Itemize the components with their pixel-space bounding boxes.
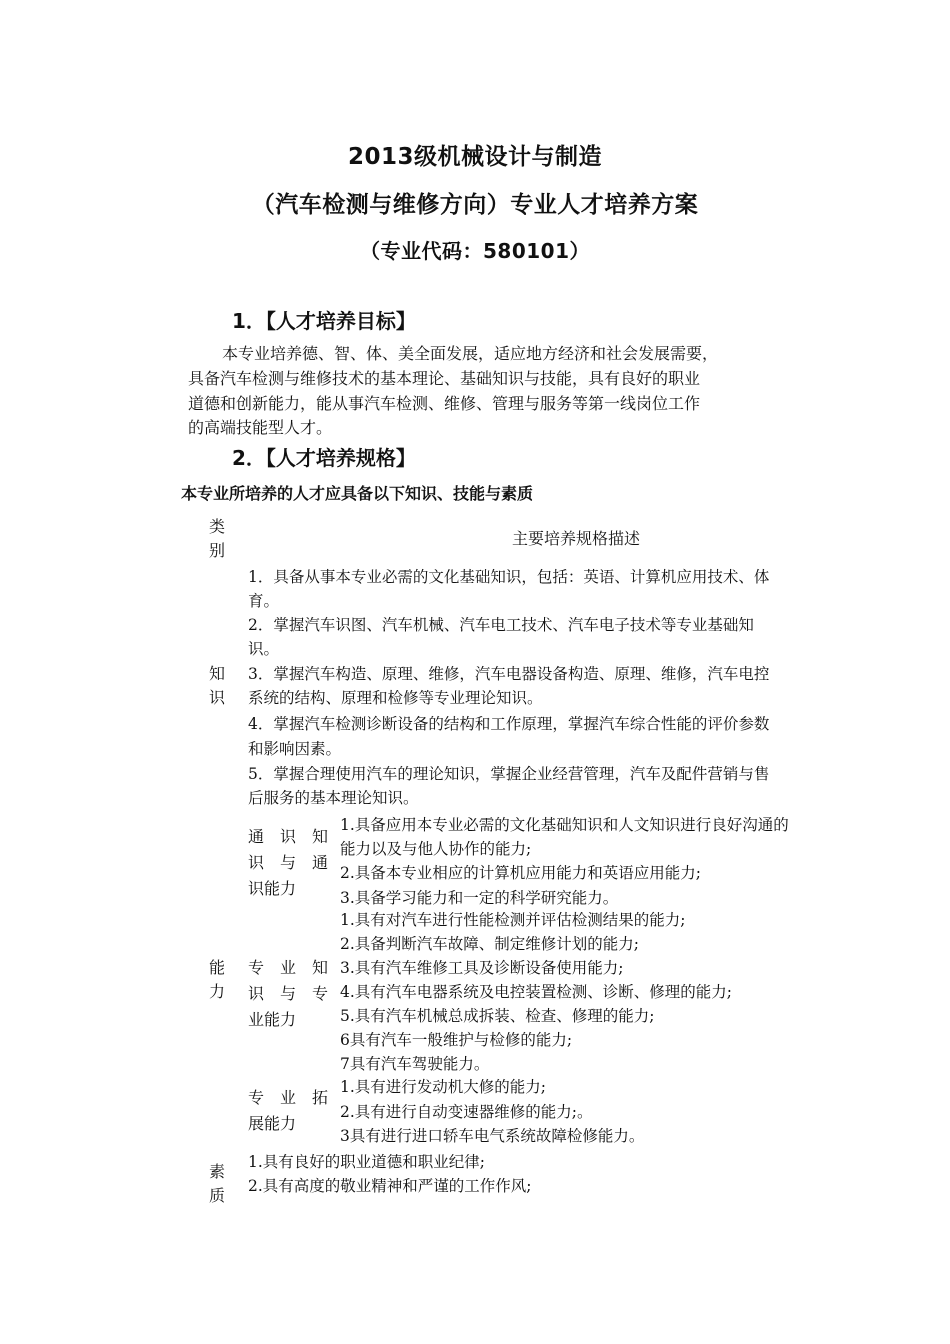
ability-general-line: 1.具备应用本专业必需的文化基础知识和人文知识进行良好沟通的 <box>340 816 789 834</box>
ability-extension-line: 3具有进行进口轿车电气系统故障检修能力。 <box>340 1127 645 1145</box>
section1-paragraph-line: 本专业培养德、智、体、美全面发展，适应地方经济和社会发展需要， <box>222 344 719 363</box>
section1-paragraph-line: 具备汽车检测与维修技术的基本理论、基础知识与技能，具有良好的职业 <box>188 369 701 388</box>
ability-professional-line: 3.具有汽车维修工具及诊断设备使用能力; <box>340 959 624 977</box>
knowledge-line: 和影响因素。 <box>248 740 342 758</box>
ability-extension-line: 2.具有进行自动变速器维修的能力;。 <box>340 1103 593 1121</box>
ability-general-line: 能力以及与他人协作的能力; <box>340 840 532 858</box>
knowledge-line: 2．掌握汽车识图、汽车机械、汽车电工技术、汽车电子技术等专业基础知 <box>248 616 754 634</box>
table-header-category: 类 别 <box>208 517 225 560</box>
category-knowledge: 知 识 <box>208 664 225 707</box>
category-quality: 素 质 <box>208 1162 225 1205</box>
ability-professional-line: 2.具备判断汽车故障、制定维修计划的能力; <box>340 935 640 953</box>
section2-intro: 本专业所培养的人才应具备以下知识、技能与素质 <box>181 484 534 503</box>
document-title-line1: 2013级机械设计与制造 <box>347 144 602 170</box>
ability-professional-line: 1.具有对汽车进行性能检测并评估检测结果的能力; <box>340 911 686 929</box>
quality-line: 2.具有高度的敬业精神和严谨的工作作风; <box>248 1177 532 1195</box>
ability-professional-line: 6具有汽车一般维护与检修的能力; <box>340 1031 573 1049</box>
knowledge-line: 育。 <box>248 592 280 610</box>
knowledge-line: 1．具备从事本专业必需的文化基础知识，包括：英语、计算机应用技术、体 <box>248 568 770 586</box>
knowledge-line: 3．掌握汽车构造、原理、维修，汽车电器设备构造、原理、维修，汽车电控 <box>248 665 770 683</box>
knowledge-line: 识。 <box>248 640 280 658</box>
knowledge-line: 系统的结构、原理和检修等专业理论知识。 <box>248 689 543 707</box>
category-ability: 能 力 <box>208 958 225 1001</box>
ability-extension-line: 1.具有进行发动机大修的能力; <box>340 1078 547 1096</box>
ability-general-label: 通识知 识与通 识能力 <box>248 827 328 898</box>
ability-professional-line: 4.具有汽车电器系统及电控装置检测、诊断、修理的能力; <box>340 983 733 1001</box>
knowledge-line: 5．掌握合理使用汽车的理论知识，掌握企业经营管理，汽车及配件营销与售 <box>248 765 770 783</box>
section1-paragraph-line: 的高端技能型人才。 <box>188 418 333 437</box>
ability-professional-line: 7具有汽车驾驶能力。 <box>340 1055 490 1073</box>
ability-professional-label: 专业知 识与专 业能力 <box>248 958 328 1029</box>
ability-general-line: 3.具备学习能力和一定的科学研究能力。 <box>340 889 619 907</box>
program-code: （专业代码：580101） <box>360 239 590 263</box>
ability-extension-label: 专业拓 展能力 <box>248 1088 328 1133</box>
table-header-description: 主要培养规格描述 <box>511 529 640 548</box>
knowledge-line: 后服务的基本理论知识。 <box>248 789 419 807</box>
section1-heading: 1．【人才培养目标】 <box>232 309 416 333</box>
section1-paragraph-line: 道德和创新能力，能从事汽车检测、维修、管理与服务等第一线岗位工作 <box>188 394 701 413</box>
document-title-line2: （汽车检测与维修方向）专业人才培养方案 <box>251 192 699 218</box>
ability-professional-line: 5.具有汽车机械总成拆装、检查、修理的能力; <box>340 1007 655 1025</box>
ability-general-line: 2.具备本专业相应的计算机应用能力和英语应用能力; <box>340 864 702 882</box>
knowledge-line: 4．掌握汽车检测诊断设备的结构和工作原理，掌握汽车综合性能的评价参数 <box>248 715 770 733</box>
quality-line: 1.具有良好的职业道德和职业纪律; <box>248 1153 486 1171</box>
section2-heading: 2．【人才培养规格】 <box>232 446 416 470</box>
